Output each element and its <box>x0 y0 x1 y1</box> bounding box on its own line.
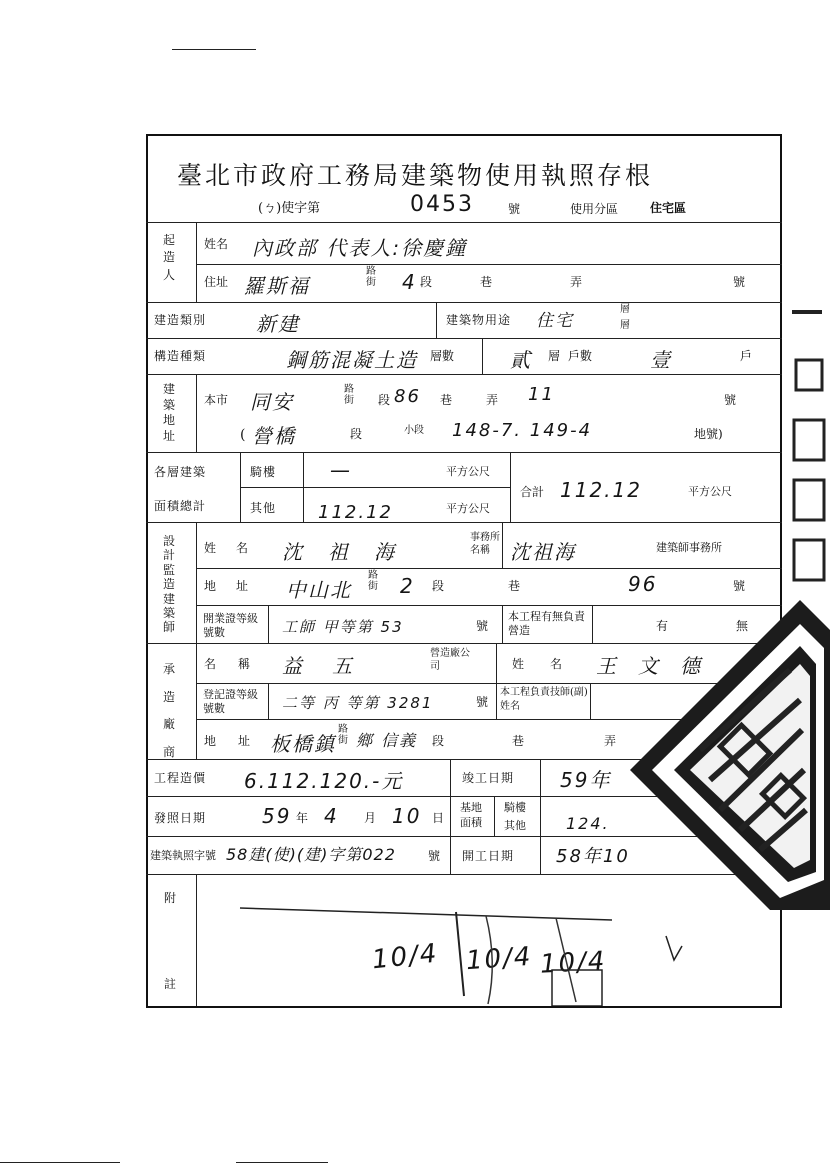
contractor-reg-label: 登記證等級號數 <box>203 688 258 716</box>
issue-arcade-label: 騎樓 <box>504 801 526 814</box>
site-area-label: 基地面積 <box>460 801 482 830</box>
rule <box>146 452 782 453</box>
contractor-addr-extra: 鄉 信義 <box>356 731 418 750</box>
rule <box>436 302 437 338</box>
contractor-name-label: 名稱 <box>204 657 273 671</box>
start-label: 開工日期 <box>462 849 515 863</box>
remark-mark-1: 10/4 <box>370 938 440 976</box>
floors-unit: 層 <box>548 349 561 363</box>
site-alley-label: 巷 <box>440 393 453 407</box>
site-subsection-label: 小段 <box>404 425 424 436</box>
contractor-reg-hao: 號 <box>476 695 489 709</box>
rule <box>196 374 197 452</box>
remark-mark-3: 10/4 <box>539 946 608 980</box>
builder-section-label: 起造人 <box>162 233 175 282</box>
rule <box>146 374 782 375</box>
site-lots: 148-7. 149-4 <box>452 420 593 441</box>
architect-road-label: 路街 <box>368 570 378 592</box>
architect-firm-label: 事務所名稱 <box>470 532 500 556</box>
site-hao-label: 號 <box>724 393 737 407</box>
builder-name-label: 姓名 <box>204 237 229 251</box>
builder-addr-duan: 4 <box>402 270 417 294</box>
use-value: 住宅 <box>536 311 574 331</box>
rule <box>496 643 497 719</box>
permit-hao: 號 <box>428 849 441 863</box>
builder-road-label: 路街 <box>366 266 376 288</box>
issue-month-unit: 月 <box>364 811 377 825</box>
contractor-road-label: 路街 <box>338 724 348 746</box>
builder-name-value: 內政部 代表人:徐慶鐘 <box>252 236 468 260</box>
rule <box>146 522 782 523</box>
arcade-label: 騎樓 <box>250 465 277 479</box>
site-paren-open: ( <box>240 427 246 443</box>
architect-hao-label: 號 <box>733 579 746 593</box>
site-district: 同安 <box>250 390 294 414</box>
issue-label: 發照日期 <box>154 811 207 825</box>
units-suffix: 戶 <box>740 349 753 363</box>
floors-label: 層數 <box>430 349 455 363</box>
contractor-company-label: 營造廠公司 <box>430 648 470 672</box>
floor-area-label-bottom: 面積總計 <box>154 499 207 513</box>
remarks-label-top: 附 <box>164 891 177 905</box>
site-road-label: 路街 <box>344 384 354 406</box>
edge-stamp-fragment <box>786 300 830 600</box>
architect-resp-no: 無 <box>736 619 749 633</box>
site-duan-label: 段 <box>378 393 391 407</box>
permit-label: 建築執照字號 <box>150 849 216 862</box>
rule <box>196 222 197 302</box>
contractor-reg-value: 二等 丙 等第 3281 <box>282 694 434 712</box>
architect-reg-label: 開業證等級號數 <box>203 612 258 640</box>
rule <box>502 605 503 643</box>
site-section-label: 建築地址 <box>162 382 175 443</box>
site-city-label: 本市 <box>204 393 229 407</box>
site-area: 營橋 <box>252 424 296 448</box>
rule <box>268 605 269 643</box>
issue-year-unit: 年 <box>296 811 309 825</box>
rule <box>482 338 483 374</box>
builder-hao-label: 號 <box>733 275 746 289</box>
floors-value: 貳 <box>510 348 532 372</box>
architect-name-label: 姓名 <box>204 541 269 555</box>
architect-addr-duan: 2 <box>400 574 415 598</box>
zone-value: 住宅區 <box>650 201 687 215</box>
architect-firm-suffix: 建築師事務所 <box>656 541 722 554</box>
remark-mark-2: 10/4 <box>465 941 534 977</box>
structure-label: 構造種類 <box>154 349 207 363</box>
rule <box>510 452 511 522</box>
issue-day: 10 <box>392 804 422 828</box>
rule <box>146 302 782 303</box>
start-value: 58年10 <box>556 846 630 867</box>
contractor-address-label: 地址 <box>204 734 273 748</box>
other-unit: 平方公尺 <box>446 502 490 515</box>
rule <box>240 487 510 488</box>
total-label: 合計 <box>520 485 545 499</box>
remarks-label-bottom: 註 <box>164 977 177 991</box>
issue-other-label: 其他 <box>504 819 526 832</box>
rule <box>146 222 782 223</box>
arcade-value: — <box>330 458 352 482</box>
architect-resp-yes: 有 <box>656 619 669 633</box>
rule <box>450 759 451 874</box>
contractor-duan-label: 段 <box>432 734 445 748</box>
rule <box>494 796 495 836</box>
scan-mark <box>0 1162 120 1163</box>
architect-addr-road: 中山北 <box>286 578 352 602</box>
complete-value: 59年 <box>560 768 612 792</box>
use-suffix: 層層 <box>620 304 630 331</box>
rule <box>196 568 782 569</box>
rule <box>268 683 269 719</box>
scan-mark <box>172 49 256 50</box>
rule <box>196 264 782 265</box>
type-label: 建造類別 <box>154 313 207 327</box>
contractor-nong-label: 弄 <box>604 734 617 748</box>
other-value: 112.12 <box>318 502 393 523</box>
cost-value: 6.112.120.-元 <box>244 769 404 793</box>
floor-area-label-top: 各層建築 <box>154 465 207 479</box>
issue-day-unit: 日 <box>432 811 445 825</box>
builder-duan-label: 段 <box>420 275 433 289</box>
builder-addr-road: 羅斯福 <box>244 274 310 298</box>
official-seal-stamp <box>590 580 830 920</box>
contractor-tech-label: 本工程負責技師(副)姓名 <box>500 687 588 712</box>
architect-duan-label: 段 <box>432 579 445 593</box>
structure-value: 鋼筋混凝土造 <box>286 348 418 372</box>
cost-label: 工程造價 <box>154 771 207 785</box>
permit-number: 0453 <box>410 192 474 217</box>
builder-nong-label: 弄 <box>570 275 583 289</box>
architect-name-value: 沈祖海 <box>282 540 420 564</box>
type-value: 新建 <box>256 312 300 336</box>
zone-label: 使用分區 <box>570 202 619 216</box>
site-lot-label: 地號) <box>694 427 723 441</box>
site-alley: 86 <box>394 386 421 407</box>
rule <box>240 452 241 522</box>
issue-year: 59 <box>262 804 292 828</box>
builder-address-label: 住址 <box>204 275 229 289</box>
rule <box>196 522 197 759</box>
total-value: 112.12 <box>560 478 642 502</box>
contractor-xiang-label: 巷 <box>512 734 525 748</box>
architect-xiang-label: 巷 <box>508 579 521 593</box>
site-nong-value: 11 <box>528 384 555 405</box>
architect-firm-value: 沈祖海 <box>510 540 576 564</box>
arcade-unit: 平方公尺 <box>446 465 490 478</box>
permit-prefix: (ㄅ)使字第 <box>258 201 321 216</box>
issue-month: 4 <box>324 804 339 828</box>
rule <box>303 452 304 522</box>
scan-mark <box>236 1162 328 1163</box>
contractor-addr-road: 板橋鎮 <box>270 732 336 756</box>
contractor-name-value: 益五 <box>282 654 382 678</box>
rule <box>146 338 782 339</box>
permit-value: 58建(使)(建)字第022 <box>226 845 396 864</box>
site-section2-label: 段 <box>350 427 363 441</box>
architect-nong-value: 96 <box>628 572 658 596</box>
architect-reg-hao: 號 <box>476 619 489 633</box>
site-nong-label: 弄 <box>486 393 499 407</box>
architect-resp-label: 本工程有無負責營造 <box>508 610 585 638</box>
site-area-value: 124. <box>566 814 610 833</box>
contractor-person-label: 姓名 <box>512 657 589 671</box>
architect-address-label: 地址 <box>204 579 269 593</box>
rule <box>540 759 541 874</box>
complete-label: 竣工日期 <box>462 771 515 785</box>
use-label: 建築物用途 <box>446 313 512 327</box>
contractor-section-label: 承造廠商 <box>162 662 175 759</box>
permit-hao: 號 <box>508 202 521 216</box>
units-value: 壹 <box>650 348 672 372</box>
document-title: 臺北市政府工務局建築物使用執照存根 <box>176 161 653 190</box>
contractor-person-value: 王文德 <box>596 654 722 678</box>
other-label: 其他 <box>250 501 277 515</box>
units-label: 戶數 <box>568 349 593 363</box>
builder-xiang-label: 巷 <box>480 275 493 289</box>
architect-reg-value: 工師 甲等第 53 <box>282 618 404 636</box>
architect-section-label: 設計監造建築師 <box>162 534 175 635</box>
total-unit: 平方公尺 <box>688 485 732 498</box>
